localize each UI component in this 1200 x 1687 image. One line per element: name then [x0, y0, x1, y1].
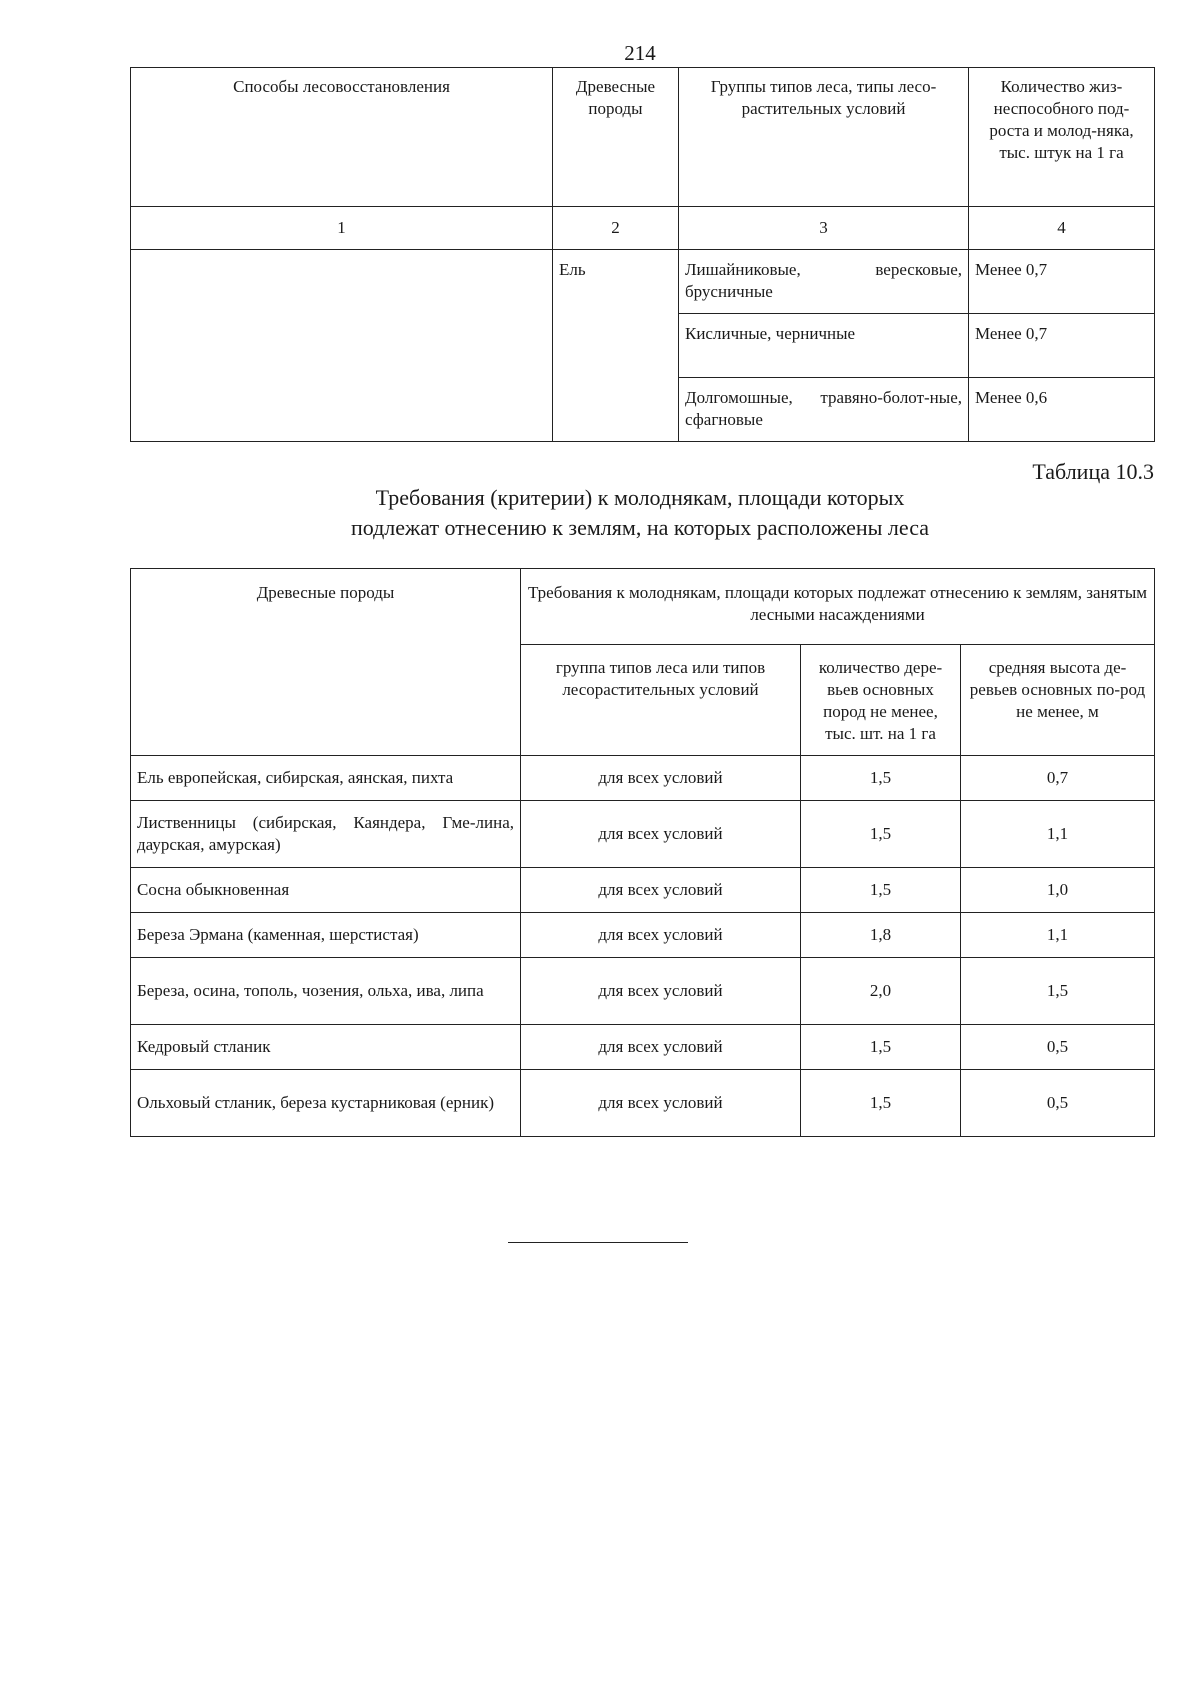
- table-row: [131, 868, 1155, 913]
- quantity-cell: Менее 0,7: [969, 250, 1155, 314]
- header-cell: Древесные породы: [553, 68, 679, 207]
- footer-divider: [508, 1242, 688, 1243]
- species-cell: Ольховый стланик, береза кустарниковая (ерник): [131, 1070, 521, 1137]
- conditions-cell: для всех условий: [521, 913, 801, 958]
- count-cell: 1,5: [801, 756, 961, 801]
- table-title-line: подлежат отнесению к землям, на которых расположены леса: [350, 515, 930, 540]
- conditions-cell: для всех условий: [521, 868, 801, 913]
- conditions-cell: для всех условий: [521, 1070, 801, 1137]
- quantity-cell: Менее 0,7: [969, 314, 1155, 378]
- subheader-cell: группа типов леса или типов лесорастительных условий: [521, 645, 801, 756]
- forest-type-cell: Лишайниковые, вересковые, брусничные: [679, 250, 969, 314]
- quantity-cell: Менее 0,6: [969, 378, 1155, 442]
- reforestation-table: [130, 67, 1155, 442]
- conditions-cell: для всех условий: [521, 801, 801, 868]
- count-cell: 1,5: [801, 868, 961, 913]
- subheader-cell: количество дере-вьев основных пород не менее, тыс. шт. на 1 га: [801, 645, 961, 756]
- species-cell: Ель: [553, 250, 679, 442]
- count-cell: 1,8: [801, 913, 961, 958]
- count-cell: 1,5: [801, 1025, 961, 1070]
- page-number: 214: [624, 41, 656, 65]
- column-number: 4: [969, 207, 1155, 250]
- height-cell: 1,1: [961, 801, 1155, 868]
- species-cell: Сосна обыкновенная: [131, 868, 521, 913]
- count-cell: 1,5: [801, 801, 961, 868]
- table-row: [131, 801, 1155, 868]
- forest-type-cell: Долгомошные, травяно-болот-ные, сфагновые: [679, 378, 969, 442]
- table-title-line: Требования (критерии) к молоднякам, площади которых: [375, 485, 905, 510]
- table-row: [131, 1070, 1155, 1137]
- conditions-cell: для всех условий: [521, 958, 801, 1025]
- species-cell: Ель европейская, сибирская, аянская, пихта: [131, 756, 521, 801]
- table-header-row: [131, 68, 1155, 207]
- species-cell: Береза, осина, тополь, чозения, ольха, ива, липа: [131, 958, 521, 1025]
- count-cell: 1,5: [801, 1070, 961, 1137]
- conditions-cell: для всех условий: [521, 756, 801, 801]
- height-cell: 1,0: [961, 868, 1155, 913]
- count-cell: 2,0: [801, 958, 961, 1025]
- young-growth-requirements-table: [130, 568, 1155, 1137]
- table-title: [270, 483, 1010, 543]
- table-label: Таблица 10.3: [1032, 459, 1154, 484]
- height-cell: 0,5: [961, 1025, 1155, 1070]
- height-cell: 0,7: [961, 756, 1155, 801]
- species-cell: Лиственницы (сибирская, Каяндера, Гме-лина, даурская, амурская): [131, 801, 521, 868]
- subheader-cell: средняя высота де-ревьев основных по-род не менее, м: [961, 645, 1155, 756]
- table-row: [131, 1025, 1155, 1070]
- height-cell: 1,5: [961, 958, 1155, 1025]
- table-row: [131, 250, 1155, 314]
- conditions-cell: для всех условий: [521, 1025, 801, 1070]
- table-row: [131, 958, 1155, 1025]
- forest-type-cell: Кисличные, черничные: [679, 314, 969, 378]
- table-row: [131, 913, 1155, 958]
- header-cell: Древесные породы: [131, 569, 521, 756]
- table-row: [131, 756, 1155, 801]
- column-number: 2: [553, 207, 679, 250]
- table-header-row: [131, 569, 1155, 645]
- methods-cell: [131, 250, 553, 442]
- header-cell: Количество жиз-неспособного под-роста и молод-няка, тыс. штук на 1 га: [969, 68, 1155, 207]
- column-number: 3: [679, 207, 969, 250]
- species-cell: Кедровый стланик: [131, 1025, 521, 1070]
- height-cell: 0,5: [961, 1070, 1155, 1137]
- species-cell: Береза Эрмана (каменная, шерстистая): [131, 913, 521, 958]
- column-number-row: [131, 207, 1155, 250]
- header-cell: Способы лесовосстановления: [131, 68, 553, 207]
- header-cell: Требования к молоднякам, площади которых подлежат отнесению к землям, занятым лесными насаждениями: [521, 569, 1155, 645]
- header-cell: Группы типов леса, типы лесо-растительных условий: [679, 68, 969, 207]
- height-cell: 1,1: [961, 913, 1155, 958]
- column-number: 1: [131, 207, 553, 250]
